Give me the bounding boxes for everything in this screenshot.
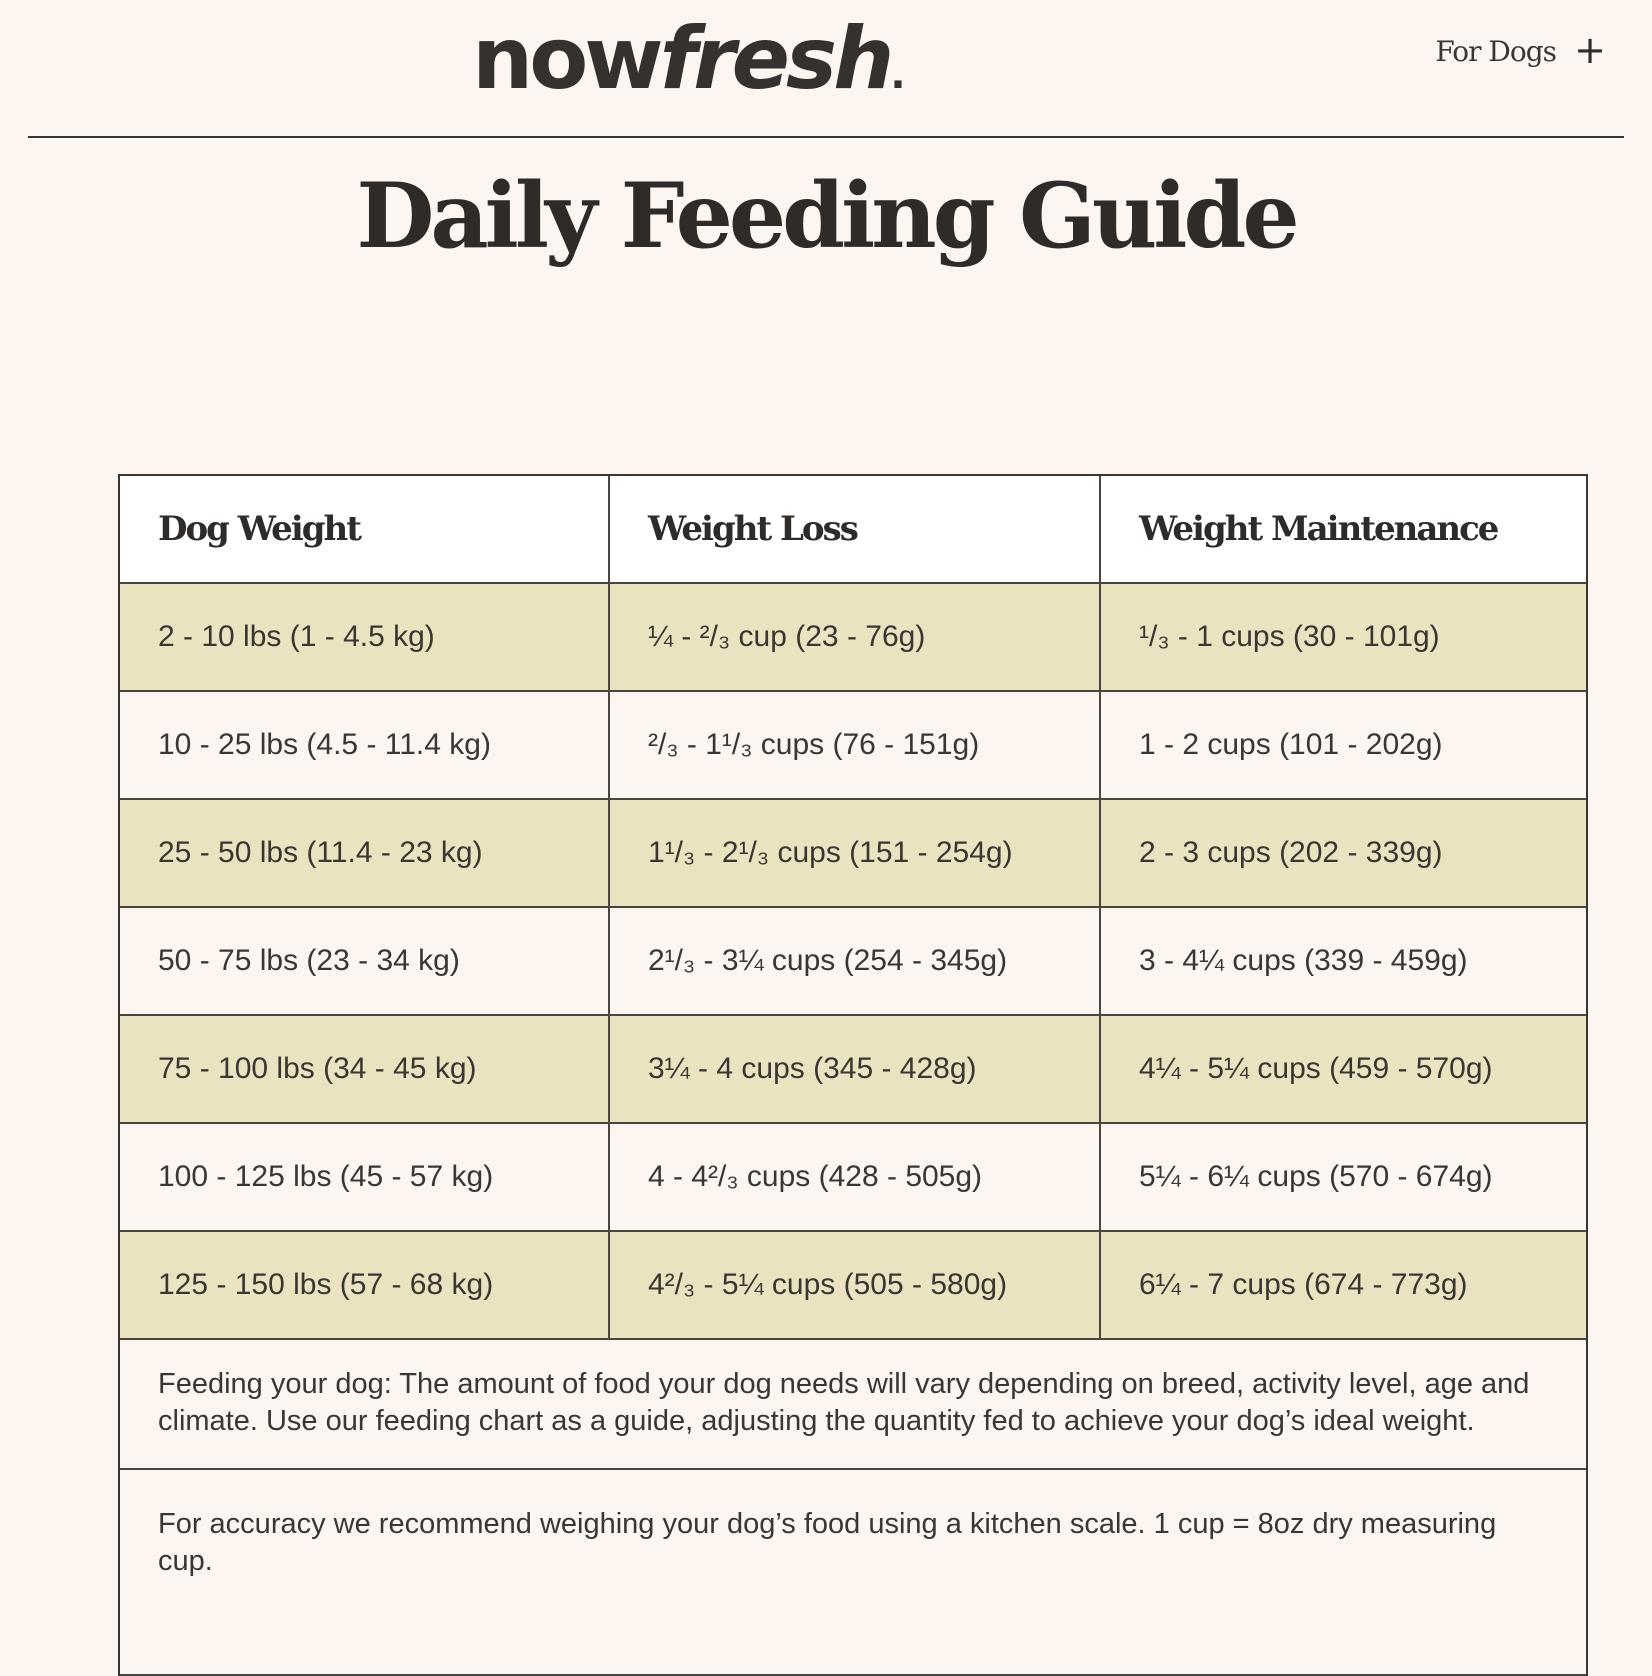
cell-weight-maintenance: 1 - 2 cups (101 - 202g) (1100, 691, 1586, 799)
table-row (120, 1015, 1586, 1123)
logo-dot: . (890, 52, 906, 98)
cell-weight-loss: ²/₃ - 1¹/₃ cups (76 - 151g) (609, 691, 1100, 799)
cell-weight-maintenance: 2 - 3 cups (202 - 339g) (1100, 799, 1586, 907)
table-header-row (120, 476, 1586, 583)
table-row (120, 907, 1586, 1015)
column-header-weight-maintenance: Weight Maintenance (1100, 476, 1586, 583)
feeding-note-row (120, 1339, 1586, 1469)
cell-weight-maintenance: 6¼ - 7 cups (674 - 773g) (1100, 1231, 1586, 1339)
accuracy-note: For accuracy we recommend weighing your dog’s food using a kitchen scale. 1 cup = 8oz dry measuring cup. (120, 1469, 1586, 1675)
cell-weight-maintenance: ¹/₃ - 1 cups (30 - 101g) (1100, 583, 1586, 691)
plus-icon[interactable]: + (1574, 28, 1606, 72)
cell-weight-loss: ¼ - ²/₃ cup (23 - 76g) (609, 583, 1100, 691)
cell-dog-weight: 100 - 125 lbs (45 - 57 kg) (120, 1123, 609, 1231)
cell-dog-weight: 125 - 150 lbs (57 - 68 kg) (120, 1231, 609, 1339)
logo-text-fresh: fresh (659, 9, 891, 109)
cell-weight-loss: 3¼ - 4 cups (345 - 428g) (609, 1015, 1100, 1123)
table-row (120, 799, 1586, 907)
column-header-weight-loss: Weight Loss (609, 476, 1100, 583)
cell-weight-maintenance: 3 - 4¼ cups (339 - 459g) (1100, 907, 1586, 1015)
cell-weight-loss: 4²/₃ - 5¼ cups (505 - 580g) (609, 1231, 1100, 1339)
page (28, 0, 1624, 1652)
cell-weight-loss: 2¹/₃ - 3¼ cups (254 - 345g) (609, 907, 1100, 1015)
table-row (120, 1231, 1586, 1339)
feeding-table (120, 476, 1586, 1676)
accuracy-note-row (120, 1469, 1586, 1675)
column-header-dog-weight: Dog Weight (120, 476, 609, 583)
feeding-note: Feeding your dog: The amount of food your dog needs will vary depending on breed, activity level, age and climate. Use our feeding chart as a guide, adjusting the quantity fed to achieve your dog’s ideal weight. (120, 1339, 1586, 1469)
cell-weight-maintenance: 5¼ - 6¼ cups (570 - 674g) (1100, 1123, 1586, 1231)
table-row (120, 583, 1586, 691)
logo-text-now: now (472, 9, 660, 109)
table-row (120, 691, 1586, 799)
cell-weight-loss: 4 - 4²/₃ cups (428 - 505g) (609, 1123, 1100, 1231)
nav-for-dogs-link[interactable]: For Dogs (1435, 35, 1556, 68)
cell-dog-weight: 2 - 10 lbs (1 - 4.5 kg) (120, 583, 609, 691)
cell-weight-loss: 1¹/₃ - 2¹/₃ cups (151 - 254g) (609, 799, 1100, 907)
cell-weight-maintenance: 4¼ - 5¼ cups (459 - 570g) (1100, 1015, 1586, 1123)
cell-dog-weight: 75 - 100 lbs (34 - 45 kg) (120, 1015, 609, 1123)
feeding-guide-table (118, 474, 1588, 1676)
page-title: Daily Feeding Guide (356, 163, 1296, 269)
cell-dog-weight: 10 - 25 lbs (4.5 - 11.4 kg) (120, 691, 609, 799)
cell-dog-weight: 50 - 75 lbs (23 - 34 kg) (120, 907, 609, 1015)
site-header (28, 0, 1624, 138)
cell-dog-weight: 25 - 50 lbs (11.4 - 23 kg) (120, 799, 609, 907)
nowfresh-logo[interactable] (472, 4, 906, 130)
table-row (120, 1123, 1586, 1231)
